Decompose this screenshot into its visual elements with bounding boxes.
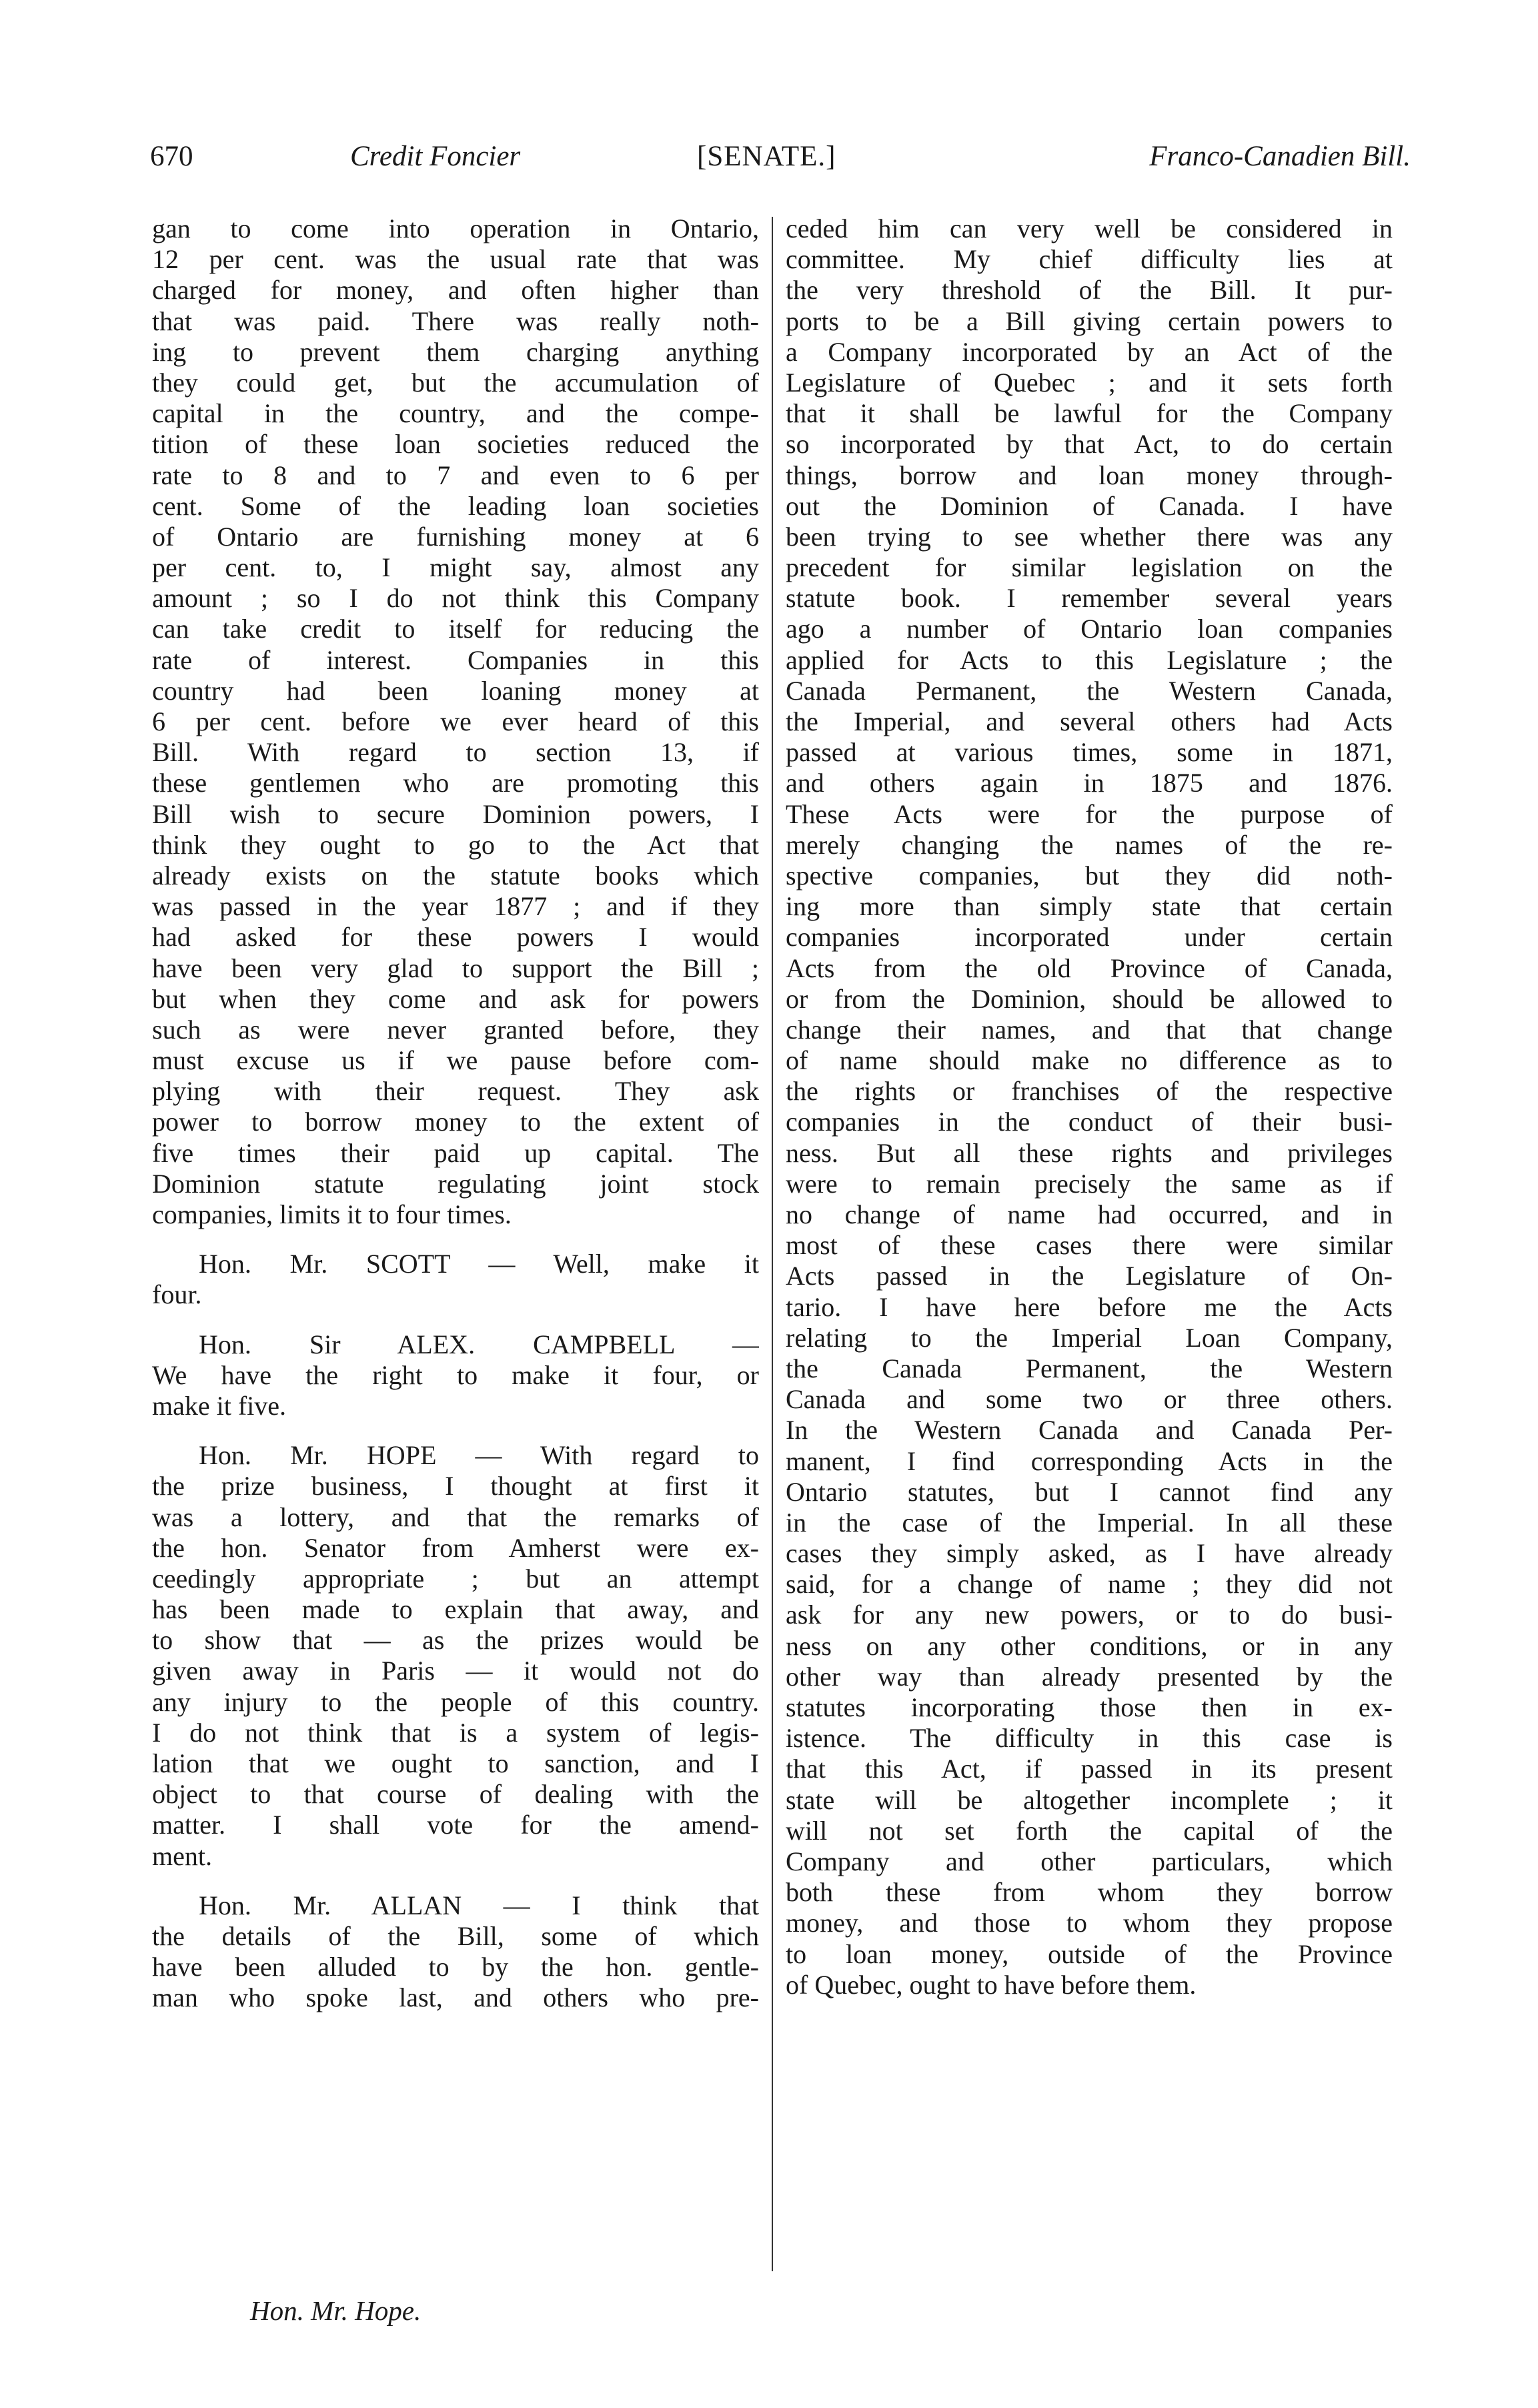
text-line: things, borrow and loan money through- xyxy=(786,460,1393,490)
text-line: In the Western Canada and Canada Per- xyxy=(786,1415,1393,1445)
text-line: been trying to see whether there was any xyxy=(786,521,1393,552)
text-line: the Imperial, and several others had Acts xyxy=(786,706,1393,736)
text-line: Hon. Mr. ALLAN — I think that xyxy=(199,1890,759,1920)
text-line: has been made to explain that away, and xyxy=(152,1594,759,1625)
text-line: of name should make no difference as to xyxy=(786,1045,1393,1076)
text-line: charged for money, and often higher than xyxy=(152,275,759,306)
text-line: already exists on the statute books which xyxy=(152,860,759,890)
text-line: companies in the conduct of their busi- xyxy=(786,1107,1393,1137)
text-line: the details of the Bill, some of which xyxy=(152,1920,759,1951)
text-line: will not set forth the capital of the xyxy=(786,1815,1393,1846)
text-line: rate to 8 and to 7 and even to 6 per xyxy=(152,460,759,490)
text-line: other way than already presented by the xyxy=(786,1661,1393,1692)
text-line: amount ; so I do not think this Company xyxy=(152,583,759,614)
text-line: four. xyxy=(152,1279,202,1310)
text-line: think they ought to go to the Act that xyxy=(152,829,759,860)
text-line: both these from whom they borrow xyxy=(786,1877,1393,1908)
text-line: can take credit to itself for reducing the xyxy=(152,614,759,644)
text-line: merely changing the names of the re- xyxy=(786,829,1393,860)
text-line: ago a number of Ontario loan companies xyxy=(786,614,1393,644)
text-line: cases they simply asked, as I have already xyxy=(786,1538,1393,1569)
text-line: cent. Some of the leading loan societies xyxy=(152,490,759,521)
text-line: ceedingly appropriate ; but an attempt xyxy=(152,1563,759,1594)
text-line: ceded him can very well be considered in xyxy=(786,213,1393,243)
text-line: the Canada Permanent, the Western xyxy=(786,1353,1393,1383)
text-line: to show that — as the prizes would be xyxy=(152,1625,759,1656)
text-line: given away in Paris — it would not do xyxy=(152,1656,759,1686)
text-line: change their names, and that that change xyxy=(786,1014,1393,1045)
text-line: most of these cases there were similar xyxy=(786,1230,1393,1261)
text-line: have been very glad to support the Bill ; xyxy=(152,953,759,983)
text-line: gan to come into operation in Ontario, xyxy=(152,213,759,243)
paragraph-gap xyxy=(152,1421,759,1440)
text-line: was a lottery, and that the remarks of xyxy=(152,1501,759,1532)
text-line: man who spoke last, and others who pre- xyxy=(152,1982,759,2013)
text-line: country had been loaning money at xyxy=(152,675,759,706)
text-line: of Quebec, ought to have before them. xyxy=(786,1969,1197,2000)
text-line: plying with their request. They ask xyxy=(152,1076,759,1107)
running-title-right: Franco-Canadien Bill. xyxy=(1149,141,1411,172)
running-title-center: [SENATE.] xyxy=(697,141,836,172)
text-line: object to that course of dealing with the xyxy=(152,1779,759,1810)
text-line: ports to be a Bill giving certain powers to xyxy=(786,306,1393,336)
text-line: the prize business, I thought at first it xyxy=(152,1471,759,1501)
text-line: statutes incorporating those then in ex- xyxy=(786,1692,1393,1722)
text-line: a Company incorporated by an Act of the xyxy=(786,336,1393,367)
text-line: manent, I find corresponding Acts in the xyxy=(786,1445,1393,1476)
text-line: Dominion statute regulating joint stock xyxy=(152,1168,759,1199)
text-line: ment. xyxy=(152,1840,212,1871)
text-line: state will be altogether incomplete ; it xyxy=(786,1784,1393,1815)
text-line: were to remain precisely the same as if xyxy=(786,1168,1393,1199)
text-line: tario. I have here before me the Acts xyxy=(786,1291,1393,1322)
text-line: had asked for these powers I would xyxy=(152,922,759,953)
text-line: that was paid. There was really noth- xyxy=(152,306,759,336)
text-line: Hon. Mr. SCOTT — Well, make it xyxy=(199,1249,759,1279)
text-line: five times their paid up capital. The xyxy=(152,1137,759,1168)
page-header xyxy=(150,140,1411,187)
text-line: ness on any other conditions, or in any xyxy=(786,1630,1393,1661)
paragraph-gap xyxy=(152,1230,759,1249)
text-line: relating to the Imperial Loan Company, xyxy=(786,1322,1393,1353)
text-line: have been alluded to by the hon. gentle- xyxy=(152,1952,759,1982)
text-line: in the case of the Imperial. In all these xyxy=(786,1507,1393,1538)
text-line: Legislature of Quebec ; and it sets forth xyxy=(786,367,1393,398)
page-number: 670 xyxy=(150,141,193,172)
column-divider xyxy=(772,217,773,2271)
text-line: that it shall be lawful for the Company xyxy=(786,398,1393,429)
text-line: Acts from the old Province of Canada, xyxy=(786,953,1393,983)
text-line: ing to prevent them charging anything xyxy=(152,336,759,367)
text-line: passed at various times, some in 1871, xyxy=(786,737,1393,768)
text-line: companies, limits it to four times. xyxy=(152,1199,512,1229)
text-line: ing more than simply state that certain xyxy=(786,891,1393,922)
text-line: so incorporated by that Act, to do certain xyxy=(786,429,1393,460)
text-line: Hon. Mr. HOPE — With regard to xyxy=(199,1440,759,1471)
text-line: Hon. Sir ALEX. CAMPBELL — xyxy=(199,1329,759,1359)
text-line: no change of name had occurred, and in xyxy=(786,1199,1393,1229)
text-line: I do not think that is a system of legis- xyxy=(152,1717,759,1748)
text-line: make it five. xyxy=(152,1390,287,1421)
text-line: 12 per cent. was the usual rate that was xyxy=(152,244,759,275)
paragraph-gap xyxy=(152,1311,759,1329)
running-title-left: Credit Foncier xyxy=(350,141,521,172)
text-line: the hon. Senator from Amherst were ex- xyxy=(152,1532,759,1563)
text-line: ness. But all these rights and privileges xyxy=(786,1137,1393,1168)
text-line: the rights or franchises of the respective xyxy=(786,1076,1393,1107)
text-line: istence. The difficulty in this case is xyxy=(786,1723,1393,1754)
text-line: ask for any new powers, or to do busi- xyxy=(786,1600,1393,1630)
text-line: Acts passed in the Legislature of On- xyxy=(786,1261,1393,1291)
text-line: Bill wish to secure Dominion powers, I xyxy=(152,798,759,829)
text-line: matter. I shall vote for the amend- xyxy=(152,1810,759,1840)
text-line: but when they come and ask for powers xyxy=(152,983,759,1014)
text-line: lation that we ought to sanction, and I xyxy=(152,1748,759,1778)
text-line: of Ontario are furnishing money at 6 xyxy=(152,521,759,552)
text-line: out the Dominion of Canada. I have xyxy=(786,490,1393,521)
text-line: Ontario statutes, but I cannot find any xyxy=(786,1476,1393,1507)
speaker-footer: Hon. Mr. Hope. xyxy=(250,2295,422,2326)
paragraph-gap xyxy=(152,1872,759,1890)
text-line: and others again in 1875 and 1876. xyxy=(786,768,1393,798)
text-line: must excuse us if we pause before com- xyxy=(152,1045,759,1076)
text-line: said, for a change of name ; they did not xyxy=(786,1569,1393,1600)
text-line: These Acts were for the purpose of xyxy=(786,798,1393,829)
text-line: We have the right to make it four, or xyxy=(152,1359,759,1390)
text-line: Canada and some two or three others. xyxy=(786,1384,1393,1415)
text-line: companies incorporated under certain xyxy=(786,922,1393,953)
left-column xyxy=(152,213,759,2014)
text-line: capital in the country, and the compe- xyxy=(152,398,759,429)
text-line: to loan money, outside of the Province xyxy=(786,1938,1393,1969)
text-line: power to borrow money to the extent of xyxy=(152,1107,759,1137)
text-line: applied for Acts to this Legislature ; the xyxy=(786,644,1393,675)
text-line: per cent. to, I might say, almost any xyxy=(152,552,759,583)
text-line: statute book. I remember several years xyxy=(786,583,1393,614)
text-line: or from the Dominion, should be allowed to xyxy=(786,983,1393,1014)
text-line: Company and other particulars, which xyxy=(786,1846,1393,1876)
right-column xyxy=(786,213,1393,2000)
text-line: such as were never granted before, they xyxy=(152,1014,759,1045)
text-line: the very threshold of the Bill. It pur- xyxy=(786,275,1393,306)
text-line: 6 per cent. before we ever heard of this xyxy=(152,706,759,736)
text-line: rate of interest. Companies in this xyxy=(152,644,759,675)
text-line: was passed in the year 1877 ; and if they xyxy=(152,891,759,922)
text-line: that this Act, if passed in its present xyxy=(786,1754,1393,1784)
text-line: Canada Permanent, the Western Canada, xyxy=(786,675,1393,706)
text-line: they could get, but the accumulation of xyxy=(152,367,759,398)
text-line: Bill. With regard to section 13, if xyxy=(152,737,759,768)
text-line: these gentlemen who are promoting this xyxy=(152,768,759,798)
text-line: committee. My chief difficulty lies at xyxy=(786,244,1393,275)
text-line: precedent for similar legislation on the xyxy=(786,552,1393,583)
text-line: any injury to the people of this country. xyxy=(152,1686,759,1717)
text-line: money, and those to whom they propose xyxy=(786,1908,1393,1938)
text-line: spective companies, but they did noth- xyxy=(786,860,1393,890)
text-line: tition of these loan societies reduced the xyxy=(152,429,759,460)
